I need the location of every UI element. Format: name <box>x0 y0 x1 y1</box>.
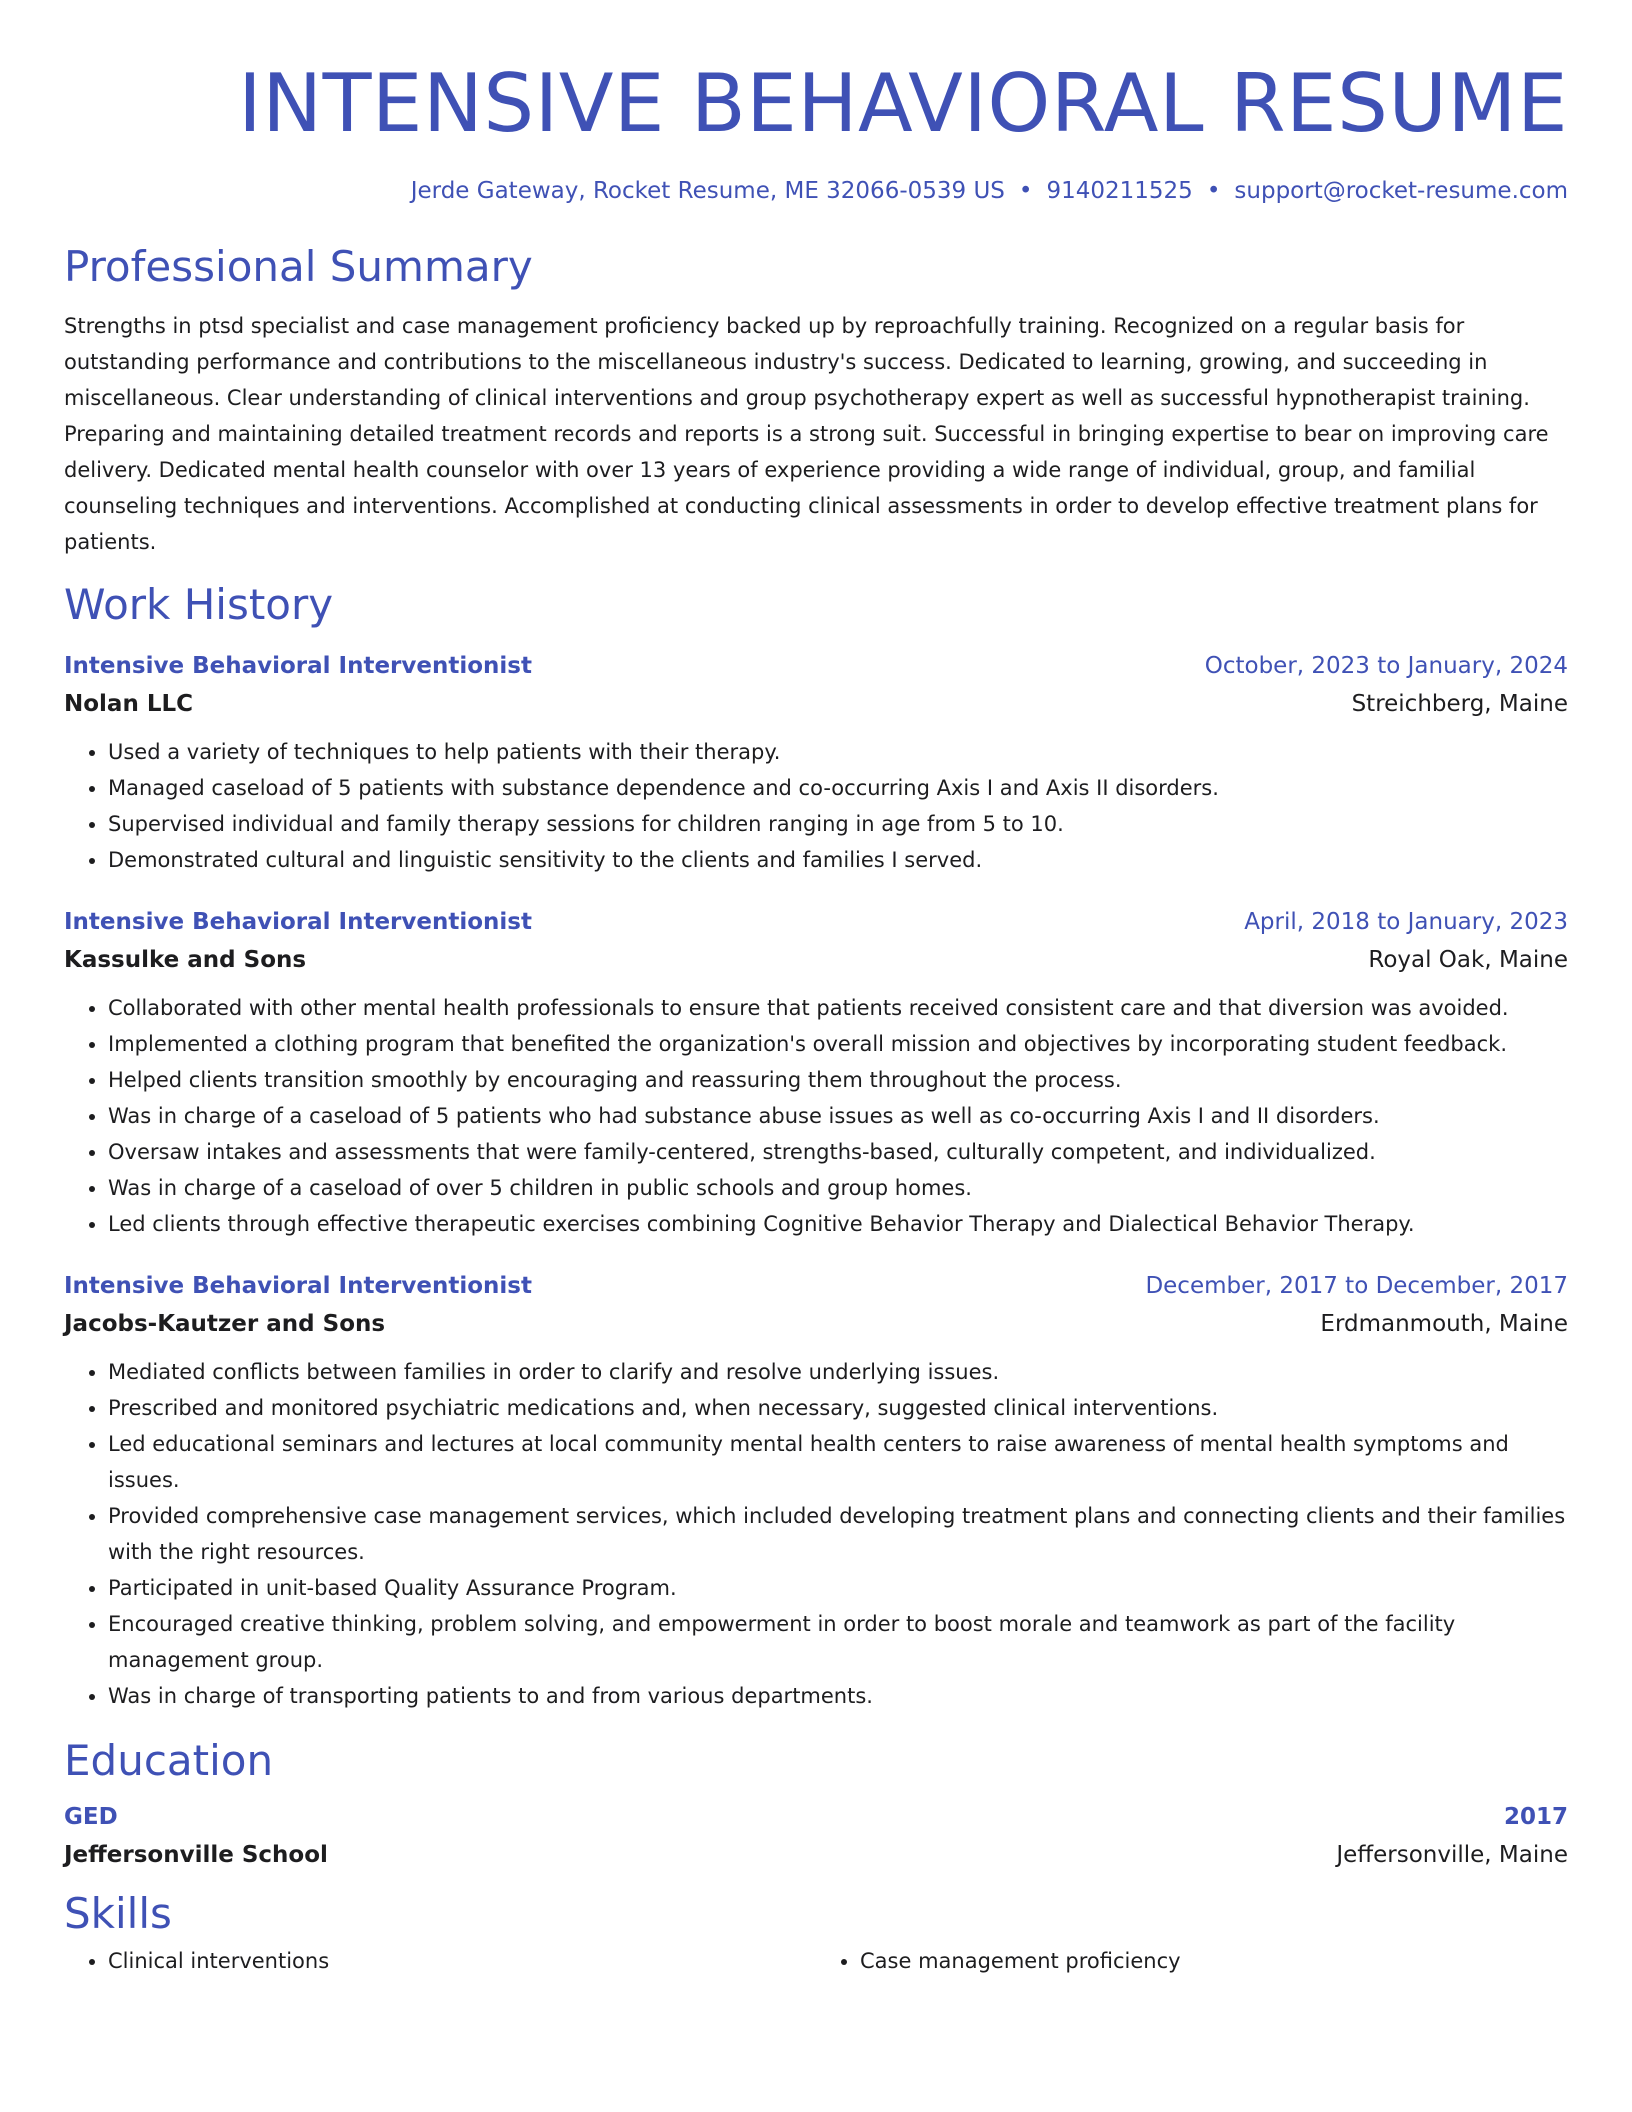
section-heading-skills: Skills <box>64 1888 172 1938</box>
job-location: Streichberg, Maine <box>1351 691 1568 718</box>
contact-address: Jerde Gateway, Rocket Resume, ME 32066-0539 US <box>410 178 1005 204</box>
list-item: • Provided comprehensive case management services, which included developing treatment plans and connecting clients and their families with the right resources. <box>108 1498 1568 1570</box>
list-item: • Mediated conflicts between families in order to clarify and resolve underlying issues. <box>108 1354 1568 1390</box>
contact-email[interactable]: support@rocket-resume.com <box>1234 178 1568 204</box>
skills-grid <box>64 1943 1568 1979</box>
summary-paragraph: Strengths in ptsd specialist and case management proficiency backed up by reproachfully training. Recognized on a regular basis for outstanding performance and contributions to the miscellaneous industry's success. Dedicated to learning, growing, and succeeding in miscellaneous. Clear understanding of clinical interventions and group psychotherapy expert as well as successful hypnotherapist training. Preparing and maintaining detailed treatment records and reports is a strong suit. Successful in bringing expertise to bear on improving care delivery. Dedicated mental health counselor with over 13 years of experience providing a wide range of individual, group, and familial counseling techniques and interventions. Accomplished at conducting clinical assessments in order to develop effective treatment plans for patients. <box>64 314 1549 555</box>
job-bullets <box>64 1354 1568 1714</box>
list-item: • Prescribed and monitored psychiatric medications and, when necessary, suggested clinical interventions. <box>108 1390 1568 1426</box>
job-entry <box>64 904 1568 1242</box>
education-entry <box>64 1799 1568 1875</box>
job-title: Intensive Behavioral Interventionist <box>64 909 532 936</box>
job-location: Royal Oak, Maine <box>1368 947 1568 974</box>
job-title: Intensive Behavioral Interventionist <box>64 653 532 680</box>
education-degree: GED <box>64 1803 118 1830</box>
list-item: • Was in charge of a caseload of over 5 children in public schools and group homes. <box>108 1170 1568 1206</box>
job-entry <box>64 648 1568 878</box>
work-history-section <box>64 582 1568 1714</box>
job-company: Nolan LLC <box>64 691 194 718</box>
section-heading-work: Work History <box>64 580 334 630</box>
contact-separator: • <box>1206 178 1221 204</box>
professional-summary-section <box>64 244 1568 560</box>
job-dates: October, 2023 to January, 2024 <box>1204 653 1568 680</box>
skill-item: • Clinical interventions <box>108 1943 816 1979</box>
job-dates: December, 2017 to December, 2017 <box>1145 1273 1568 1300</box>
resume-title: INTENSIVE BEHAVIORAL RESUME <box>238 57 1568 150</box>
education-location: Jeffersonville, Maine <box>1336 1841 1568 1868</box>
skill-item: • Case management proficiency <box>860 1943 1568 1979</box>
job-company: Kassulke and Sons <box>64 947 307 974</box>
job-title: Intensive Behavioral Interventionist <box>64 1273 532 1300</box>
skills-section <box>64 1888 1568 1979</box>
job-dates: April, 2018 to January, 2023 <box>1244 909 1568 936</box>
list-item: • Supervised individual and family therapy sessions for children ranging in age from 5 to 10. <box>108 806 1568 842</box>
contact-phone: 9140211525 <box>1046 178 1193 204</box>
list-item: • Managed caseload of 5 patients with substance dependence and co-occurring Axis I and Axis II disorders. <box>108 770 1568 806</box>
list-item: • Participated in unit-based Quality Assurance Program. <box>108 1570 1568 1606</box>
list-item: • Demonstrated cultural and linguistic sensitivity to the clients and families I served. <box>108 842 1568 878</box>
section-heading-summary: Professional Summary <box>64 242 533 291</box>
list-item: • Encouraged creative thinking, problem solving, and empowerment in order to boost morale and teamwork as part of the facility management group. <box>108 1606 1568 1678</box>
job-bullets <box>64 734 1568 878</box>
contact-separator: • <box>1018 178 1033 204</box>
list-item: • Was in charge of a caseload of 5 patients who had substance abuse issues as well as co-occurring Axis I and II disorders. <box>108 1098 1568 1134</box>
contact-line <box>64 178 1568 204</box>
list-item: • Used a variety of techniques to help patients with their therapy. <box>108 734 1568 770</box>
section-heading-education: Education <box>64 1736 274 1786</box>
list-item: • Led clients through effective therapeutic exercises combining Cognitive Behavior Therapy and Dialectical Behavior Therapy. <box>108 1206 1568 1242</box>
list-item: • Led educational seminars and lectures at local community mental health centers to raise awareness of mental health symptoms and issues. <box>108 1426 1568 1498</box>
education-section <box>64 1738 1568 1874</box>
list-item: • Helped clients transition smoothly by encouraging and reassuring them throughout the process. <box>108 1062 1568 1098</box>
list-item: • Was in charge of transporting patients to and from various departments. <box>108 1678 1568 1714</box>
list-item: • Implemented a clothing program that benefited the organization's overall mission and objectives by incorporating student feedback. <box>108 1026 1568 1062</box>
skills-column-right <box>816 1943 1568 1979</box>
job-entry <box>64 1268 1568 1714</box>
job-bullets <box>64 990 1568 1242</box>
education-year: 2017 <box>1503 1803 1568 1830</box>
job-company: Jacobs-Kautzer and Sons <box>64 1311 386 1338</box>
list-item: • Collaborated with other mental health professionals to ensure that patients received consistent care and that diversion was avoided. <box>108 990 1568 1026</box>
education-school: Jeffersonville School <box>64 1841 328 1868</box>
skills-column-left <box>64 1943 816 1979</box>
job-location: Erdmanmouth, Maine <box>1320 1311 1568 1338</box>
list-item: • Oversaw intakes and assessments that were family-centered, strengths-based, culturally competent, and individualized. <box>108 1134 1568 1170</box>
